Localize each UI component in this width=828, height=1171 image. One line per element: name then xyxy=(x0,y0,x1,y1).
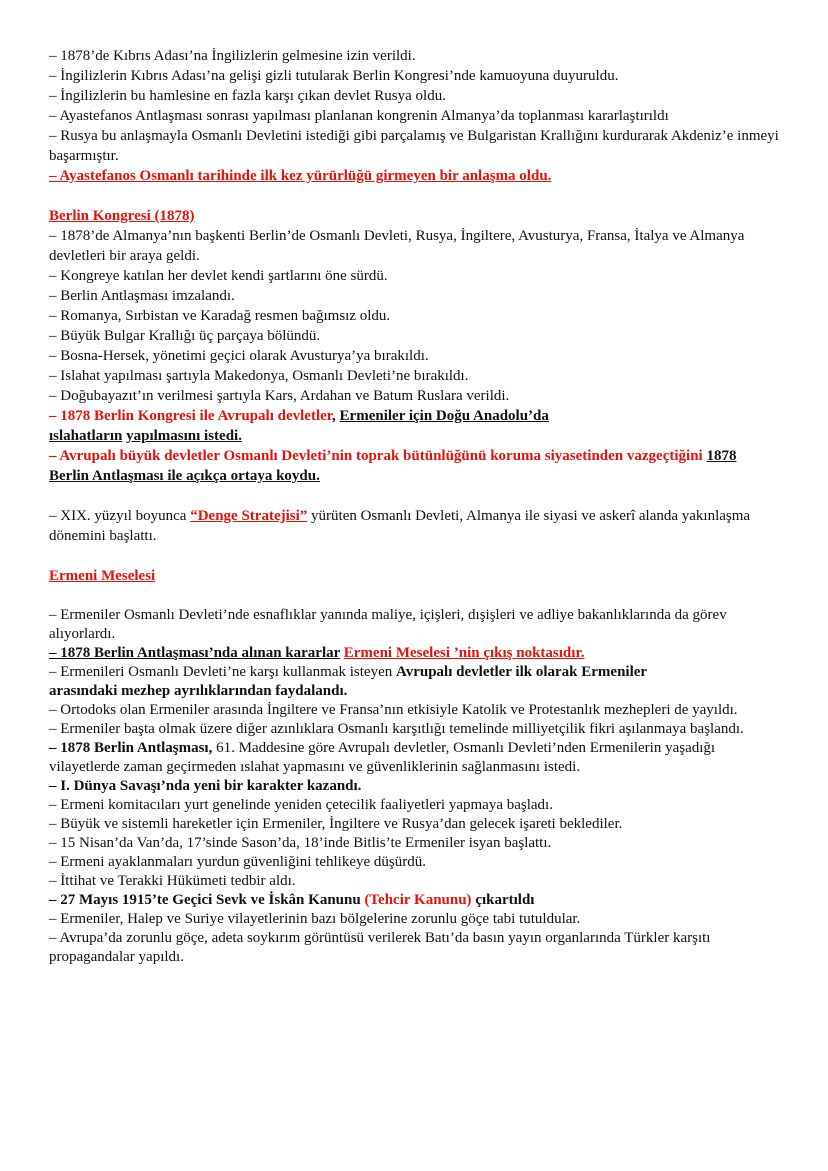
ermeni-law-part-c: çıkartıldı xyxy=(471,892,535,908)
berlin-heading: Berlin Kongresi (1878) xyxy=(49,208,195,224)
ermeni-line: – Büyük ve sistemli hareketler için Ermeniler, İngiltere ve Rusya’dan gelecek işareti beklediler. xyxy=(49,816,623,832)
denge-paragraph xyxy=(49,506,779,546)
berlin-bold-statement-1 xyxy=(49,406,619,446)
denge-after: yürüten Osmanlı Devleti, Almanya ile siyasi ve askerî alanda yakınlaşma dönemini başlattı. xyxy=(49,508,751,544)
denge-before: – XIX. yüzyıl boyunca xyxy=(49,508,191,524)
intro-line: – Rusya bu anlaşmayla Osmanlı Devletini istediği gibi parçalamış ve Bulgaristan Krallığını kurdurarak Akdeniz’e inmeyi başarmıştır. xyxy=(49,128,779,164)
ermeni-line: – Ermeni komitacıları yurt genelinde yeniden çetecilik faaliyetleri yapmaya başladı. xyxy=(49,797,553,813)
intro-highlight: – Ayastefanos Osmanlı tarihinde ilk kez yürürlüğü girmeyen bir anlaşma oldu. xyxy=(49,168,552,184)
berlin-line: – Berlin Antlaşması imzalandı. xyxy=(49,288,235,304)
berlin-line: – Islahat yapılması şartıyla Makedonya, Osmanlı Devleti’ne bırakıldı. xyxy=(49,368,469,384)
berlin-bold-1-part-e: yapılmasını istedi. xyxy=(126,428,242,444)
ermeni-line: – Ortodoks olan Ermeniler arasında İngiltere ve Fransa’nın etkisiyle Katolik ve Protestanlık mezhepleri de yayıldı. xyxy=(49,702,738,718)
ermeni-line: – 15 Nisan’da Van’da, 17’sinde Sason’da, 18’inde Bitlis’te Ermeniler isyan başlattı. xyxy=(49,835,552,851)
ermeni-law xyxy=(49,891,779,910)
berlin-line: – Doğubayazıt’ın verilmesi şartıyla Kars, Ardahan ve Batum Ruslara verildi. xyxy=(49,388,510,404)
ermeni-origin-part-a: – 1878 Berlin Antlaşması’nda alınan kararlar xyxy=(49,645,341,661)
ermeni-line: – Ermeni ayaklanmaları yurdun güvenliğini tehlikeye düşürdü. xyxy=(49,854,426,870)
berlin-bold-1-part-b: , xyxy=(332,408,340,424)
ermeni-origin-part-c: Ermeni Meselesi ’nin çıkış noktasıdır. xyxy=(343,645,585,661)
ermeni-article-61-part-a: – 1878 Berlin Antlaşması, xyxy=(49,740,213,756)
intro-line: – Ayastefanos Antlaşması sonrası yapılması planlanan kongrenin Almanya’da toplanması kararlaştırıldı xyxy=(49,108,669,124)
ermeni-law-part-b: (Tehcir Kanunu) xyxy=(364,892,472,908)
berlin-line: – Bosna-Hersek, yönetimi geçici olarak Avusturya’ya bırakıldı. xyxy=(49,348,429,364)
ermeni-ww1: – I. Dünya Savaşı’nda yeni bir karakter kazandı. xyxy=(49,778,362,794)
berlin-bold-statement-2 xyxy=(49,446,779,486)
intro-line: – 1878’de Kıbrıs Adası’na İngilizlerin gelmesine izin verildi. xyxy=(49,48,416,64)
denge-term: “Denge Stratejisi” xyxy=(190,508,308,524)
ermeni-article-61 xyxy=(49,739,779,777)
ermeni-line: – Avrupa’da zorunlu göçe, adeta soykırım görüntüsü verilerek Batı’da basın yayın organlarında Türkler karşıtı propagandalar yapıldı. xyxy=(49,930,711,965)
berlin-line: – 1878’de Almanya’nın başkenti Berlin’de Osmanlı Devleti, Rusya, İngiltere, Avusturya, Fransa, İtalya ve Almanya devletleri bir araya geldi. xyxy=(49,228,745,264)
berlin-bold-1-part-c: Ermeniler için Doğu Anadolu’da ıslahatların xyxy=(49,408,549,444)
intro-line: – İngilizlerin bu hamlesine en fazla karşı çıkan devlet Rusya oldu. xyxy=(49,88,446,104)
ermeni-section xyxy=(49,606,779,967)
ermeni-line: – Ermeniler Osmanlı Devleti’nde esnaflıklar yanında maliye, içişleri, dışişleri ve adliye bakanlıklarında da görev alıyorlardı. xyxy=(49,607,727,642)
berlin-bold-1-part-a: – 1878 Berlin Kongresi ile Avrupalı devletler xyxy=(49,408,333,424)
berlin-line: – Büyük Bulgar Krallığı üç parçaya bölündü. xyxy=(49,328,321,344)
berlin-bold-2-part-c: 1878 Berlin Antlaşması ile açıkça ortaya koydu. xyxy=(49,448,737,484)
berlin-line: – Romanya, Sırbistan ve Karadağ resmen bağımsız oldu. xyxy=(49,308,391,324)
ermeni-heading: Ermeni Meselesi xyxy=(49,568,156,584)
document-page xyxy=(49,46,779,967)
berlin-bold-2-part-a: – Avrupalı büyük devletler Osmanlı Devleti’nin toprak bütünlüğünü koruma siyasetinden vazgeçtiğini xyxy=(49,448,703,464)
ermeni-line: – Ermeniler, Halep ve Suriye vilayetlerinin bazı bölgelerine zorunlu göçe tabi tutuldular. xyxy=(49,911,581,927)
intro-line: – İngilizlerin Kıbrıs Adası’na gelişi gizli tutularak Berlin Kongresi’nde kamuoyuna duyuruldu. xyxy=(49,68,619,84)
ermeni-article-61-part-b: 61. Maddesine göre Avrupalı devletler, Osmanlı Devleti’nden Ermenilerin yaşadığı vilayetlerde zaman geçirmeden ıslahat yapmasını ve güvenliklerinin sağlanmasını istedi. xyxy=(49,740,716,775)
ermeni-line: – İttihat ve Terakki Hükümeti tedbir aldı. xyxy=(49,873,296,889)
ermeni-origin xyxy=(49,644,779,663)
ermeni-use-part-b: Avrupalı devletler ilk olarak Ermeniler arasındaki mezhep ayrılıklarından faydalandı. xyxy=(49,664,647,699)
berlin-line: – Kongreye katılan her devlet kendi şartlarını öne sürdü. xyxy=(49,268,388,284)
ermeni-use-part-a: – Ermenileri Osmanlı Devleti’ne karşı kullanmak isteyen xyxy=(49,664,396,680)
ermeni-law-part-a: – 27 Mayıs 1915’te Geçici Sevk ve İskân Kanunu xyxy=(49,892,365,908)
ermeni-line: – Ermeniler başta olmak üzere diğer azınlıklara Osmanlı karşıtlığı temelinde milliyetçilik fikri aşılanmaya başlandı. xyxy=(49,721,744,737)
ermeni-use xyxy=(49,663,649,701)
